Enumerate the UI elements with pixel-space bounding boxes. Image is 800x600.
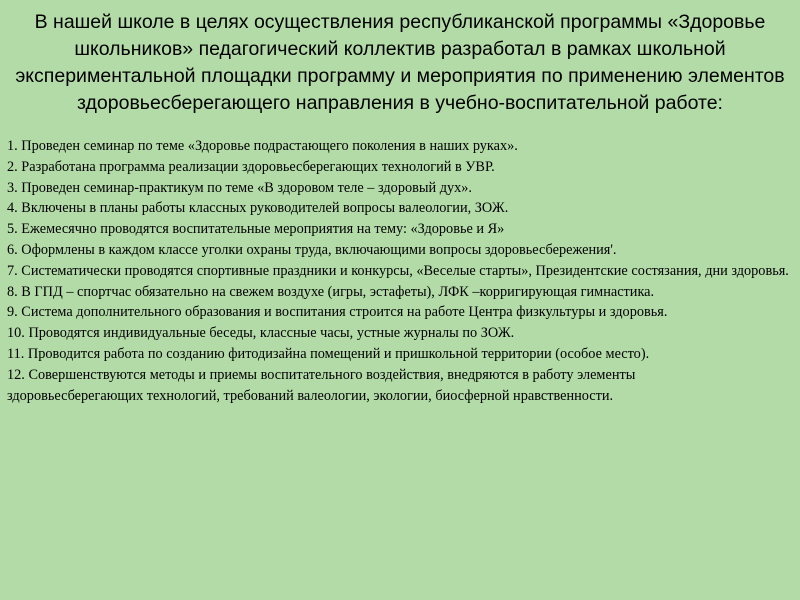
list-item-continuation: здоровьесберегающих технологий, требований валеологии, экологии, биосферной нравственности.: [7, 387, 614, 404]
list-item: 7. Систематически проводятся спортивные праздники и конкурсы, «Веселые старты», Президентские состязания, дни здоровья.: [7, 262, 789, 279]
list-item: 6. Оформлены в каждом классе уголки охраны труда, включающими вопросы здоровьесбережения'.: [7, 241, 617, 258]
list-item: 2. Разработана программа реализации здоровьесберегающих технологий в УВР.: [7, 158, 495, 175]
list-item: 4. Включены в планы работы классных руководителей вопросы валеологии, ЗОЖ.: [7, 200, 509, 217]
list-item: 10. Проводятся индивидуальные беседы, классные часы, устные журналы по ЗОЖ.: [7, 325, 515, 342]
list-item: 5. Ежемесячно проводятся воспитательные мероприятия на тему: «Здоровье и Я»: [7, 221, 505, 238]
list-item: 9. Система дополнительного образования и воспитания строится на работе Центра физкультуры и здоровья.: [7, 304, 668, 321]
list-item: 11. Проводится работа по созданию фитодизайна помещений и пришкольной территории (особое место).: [7, 345, 650, 362]
list-item: 12. Совершенствуются методы и приемы воспитательного воздействия, внедряются в работу элементы: [7, 366, 636, 383]
measures-list: [7, 136, 792, 406]
slide-heading: В нашей школе в целях осуществления республиканской программы «Здоровье школьников» педагогический коллектив разработал в рамках школьной экспериментальной площадки программу и мероприятия по применению элементов здоровьесберегающего направления в учебно-воспитательной работе:: [15, 11, 785, 114]
list-item: 1. Проведен семинар по теме «Здоровье подрастающего поколения в наших руках».: [7, 138, 518, 154]
list-item: 3. Проведен семинар-практикум по теме «В здоровом теле – здоровый дух».: [7, 179, 472, 196]
list-item: 8. В ГПД – спортчас обязательно на свежем воздухе (игры, эстафеты), ЛФК –корригирующая гимнастика.: [7, 283, 655, 300]
